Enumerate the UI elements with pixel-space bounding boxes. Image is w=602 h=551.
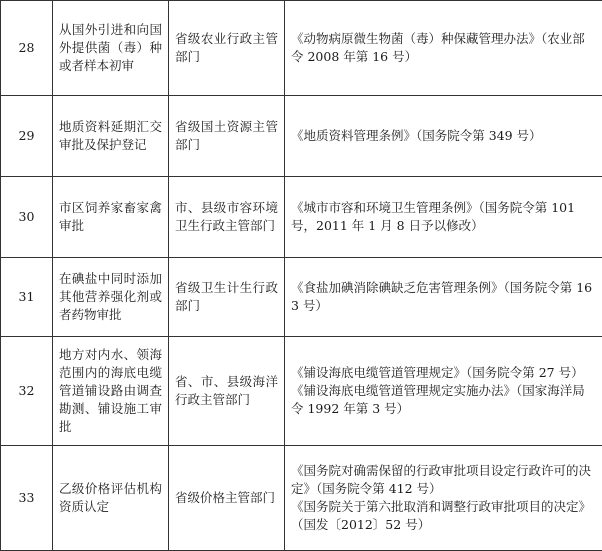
table-row bbox=[1, 258, 602, 337]
table-row bbox=[1, 446, 602, 551]
implementing-department: 省级国土资源主管部门 bbox=[169, 96, 285, 177]
table-row bbox=[1, 1, 602, 96]
legal-basis bbox=[285, 96, 602, 177]
approval-item: 地方对内水、领海范围内的海底电缆管道铺设路由调查勘测、铺设施工审批 bbox=[53, 337, 169, 446]
approval-item: 在碘盐中同时添加其他营养强化剂或者药物审批 bbox=[53, 258, 169, 337]
legal-basis-line: 《国务院关于第六批取消和调整行政审批项目的决定》（国发〔2012〕52 号） bbox=[291, 498, 596, 534]
implementing-department: 省、市、县级海洋行政主管部门 bbox=[169, 337, 285, 446]
row-number: 30 bbox=[1, 177, 53, 258]
legal-basis bbox=[285, 337, 602, 446]
implementing-department: 省级农业行政主管部门 bbox=[169, 1, 285, 96]
legal-basis bbox=[285, 1, 602, 96]
row-number: 32 bbox=[1, 337, 53, 446]
legal-basis-line: 《食盐加碘消除碘缺乏危害管理条例》（国务院令第 163 号） bbox=[291, 279, 596, 315]
approval-item: 市区饲养家畜家禽审批 bbox=[53, 177, 169, 258]
implementing-department: 省级卫生计生行政部门 bbox=[169, 258, 285, 337]
legal-basis-line: 《地质资料管理条例》（国务院令第 349 号） bbox=[291, 127, 596, 145]
row-number: 29 bbox=[1, 96, 53, 177]
legal-basis bbox=[285, 446, 602, 551]
approval-item: 地质资料延期汇交审批及保护登记 bbox=[53, 96, 169, 177]
row-number: 31 bbox=[1, 258, 53, 337]
legal-basis bbox=[285, 177, 602, 258]
implementing-department: 省级价格主管部门 bbox=[169, 446, 285, 551]
approval-item: 从国外引进和向国外提供菌（毒）种或者样本初审 bbox=[53, 1, 169, 96]
table-row bbox=[1, 337, 602, 446]
table-row bbox=[1, 177, 602, 258]
legal-basis-line: 《动物病原微生物菌（毒）种保藏管理办法》（农业部令 2008 年第 16 号） bbox=[291, 30, 596, 66]
legal-basis-line: 《城市市容和环境卫生管理条例》（国务院令第 101 号，2011 年 1 月 8 日予以修改） bbox=[291, 199, 596, 235]
legal-basis bbox=[285, 258, 602, 337]
table-row bbox=[1, 96, 602, 177]
approval-item: 乙级价格评估机构资质认定 bbox=[53, 446, 169, 551]
legal-basis-line: 《铺设海底电缆管道管理规定实施办法》（国家海洋局令 1992 年第 3 号） bbox=[291, 382, 596, 418]
legal-basis-line: 《铺设海底电缆管道管理规定》（国务院令第 27 号） bbox=[291, 364, 596, 382]
legal-basis-line: 《国务院对确需保留的行政审批项目设定行政许可的决定》（国务院令第 412 号） bbox=[291, 462, 596, 498]
row-number: 33 bbox=[1, 446, 53, 551]
row-number: 28 bbox=[1, 1, 53, 96]
implementing-department: 市、县级市容环境卫生行政主管部门 bbox=[169, 177, 285, 258]
